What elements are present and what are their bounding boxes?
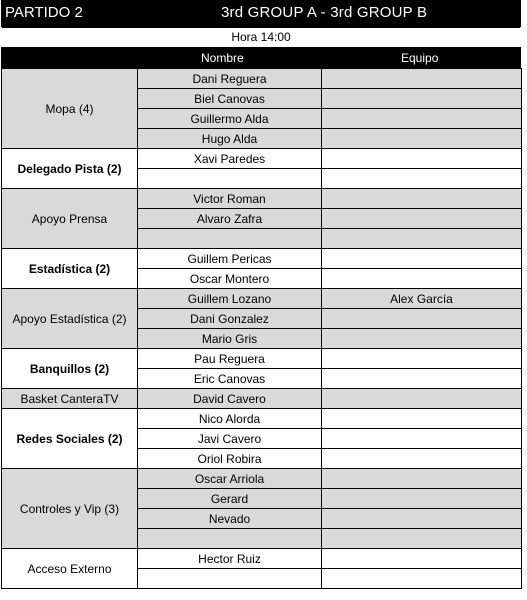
nombre-cell[interactable] (138, 569, 322, 589)
nombre-cell[interactable]: Eric Canovas (138, 369, 322, 389)
equipo-cell[interactable] (322, 329, 522, 349)
equipo-cell[interactable] (322, 349, 522, 369)
role-cell[interactable]: Acceso Externo (2, 549, 138, 589)
equipo-cell[interactable] (322, 389, 522, 409)
role-cell[interactable]: Apoyo Prensa (2, 189, 138, 249)
role-cell[interactable]: Estadística (2) (2, 249, 138, 289)
table-row (2, 349, 522, 369)
table-row (2, 409, 522, 429)
nombre-cell[interactable]: David Cavero (138, 389, 322, 409)
equipo-cell[interactable] (322, 149, 522, 169)
nombre-cell[interactable]: Dani Gonzalez (138, 309, 322, 329)
nombre-cell[interactable] (138, 169, 322, 189)
role-cell[interactable]: Banquillos (2) (2, 349, 138, 389)
nombre-cell[interactable]: Oscar Arriola (138, 469, 322, 489)
nombre-cell[interactable]: Javi Cavero (138, 429, 322, 449)
role-cell[interactable]: Redes Sociales (2) (2, 409, 138, 469)
nombre-cell[interactable]: Alvaro Zafra (138, 209, 322, 229)
assignment-table (1, 68, 522, 589)
table-row (2, 469, 522, 489)
equipo-cell[interactable] (322, 449, 522, 469)
nombre-cell[interactable]: Guillem Pericas (138, 249, 322, 269)
table-row (2, 249, 522, 269)
equipo-cell[interactable] (322, 309, 522, 329)
role-cell[interactable]: Delegado Pista (2) (2, 149, 138, 189)
equipo-cell[interactable] (322, 129, 522, 149)
nombre-cell[interactable]: Guillermo Alda (138, 109, 322, 129)
equipo-cell[interactable] (322, 529, 522, 549)
nombre-cell[interactable]: Oscar Montero (138, 269, 322, 289)
role-cell[interactable]: Apoyo Estadística (2) (2, 289, 138, 349)
column-header-nombre: Nombre (201, 51, 244, 65)
role-cell[interactable]: Basket CanteraTV (2, 389, 138, 409)
equipo-cell[interactable] (322, 409, 522, 429)
column-header-row (1, 47, 521, 68)
table-row (2, 549, 522, 569)
nombre-cell[interactable]: Hector Ruiz (138, 549, 322, 569)
equipo-cell[interactable] (322, 369, 522, 389)
equipo-cell[interactable] (322, 509, 522, 529)
nombre-cell[interactable]: Dani Reguera (138, 69, 322, 89)
nombre-cell[interactable]: Pau Reguera (138, 349, 322, 369)
equipo-cell[interactable] (322, 89, 522, 109)
equipo-cell[interactable] (322, 269, 522, 289)
nombre-cell[interactable]: Mario Gris (138, 329, 322, 349)
table-row (2, 289, 522, 309)
nombre-cell[interactable]: Oriol Robira (138, 449, 322, 469)
equipo-cell[interactable] (322, 469, 522, 489)
role-cell[interactable]: Controles y Vip (3) (2, 469, 138, 549)
equipo-cell[interactable] (322, 249, 522, 269)
equipo-cell[interactable] (322, 569, 522, 589)
title-bar (1, 0, 521, 27)
nombre-cell[interactable]: Nevado (138, 509, 322, 529)
nombre-cell[interactable]: Victor Roman (138, 189, 322, 209)
nombre-cell[interactable]: Gerard (138, 489, 322, 509)
equipo-cell[interactable]: Alex García (322, 289, 522, 309)
nombre-cell[interactable]: Xavi Paredes (138, 149, 322, 169)
column-header-equipo: Equipo (401, 51, 439, 65)
role-cell[interactable]: Mopa (4) (2, 69, 138, 149)
equipo-cell[interactable] (322, 429, 522, 449)
nombre-cell[interactable] (138, 229, 322, 249)
nombre-cell[interactable]: Nico Alorda (138, 409, 322, 429)
match-title: PARTIDO 2 (5, 4, 83, 21)
table-row (2, 389, 522, 409)
table-row (2, 189, 522, 209)
equipo-cell[interactable] (322, 169, 522, 189)
equipo-cell[interactable] (322, 549, 522, 569)
groups-title: 3rd GROUP A - 3rd GROUP B (221, 4, 428, 21)
match-time: Hora 14:00 (2, 27, 520, 48)
nombre-cell[interactable]: Guillem Lozano (138, 289, 322, 309)
equipo-cell[interactable] (322, 69, 522, 89)
equipo-cell[interactable] (322, 189, 522, 209)
table-row (2, 69, 522, 89)
table-row (2, 149, 522, 169)
nombre-cell[interactable] (138, 529, 322, 549)
equipo-cell[interactable] (322, 109, 522, 129)
nombre-cell[interactable]: Biel Canovas (138, 89, 322, 109)
spreadsheet (1, 0, 521, 598)
equipo-cell[interactable] (322, 209, 522, 229)
equipo-cell[interactable] (322, 489, 522, 509)
nombre-cell[interactable]: Hugo Alda (138, 129, 322, 149)
equipo-cell[interactable] (322, 229, 522, 249)
